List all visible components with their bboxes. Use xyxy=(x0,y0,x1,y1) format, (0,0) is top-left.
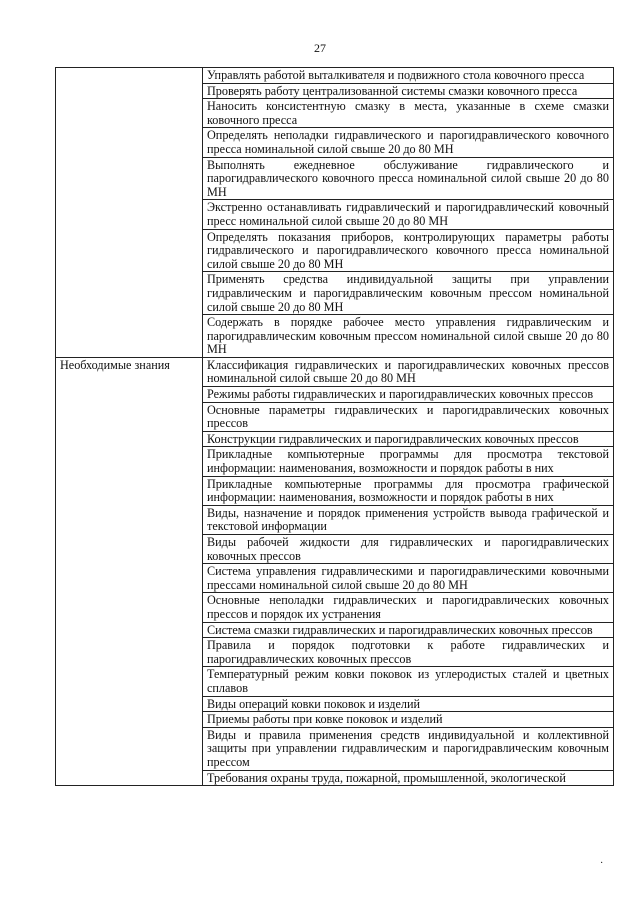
table-cell-item: Конструкции гидравлических и парогидравлических ковочных прессов xyxy=(203,431,614,447)
table-cell-item: Выполнять ежедневное обслуживание гидравлического и парогидравлического ковочного пресса номинальной силой свыше 20 до 80 МН xyxy=(203,157,614,200)
table-cell-item: Система управления гидравлическими и парогидравлическими ковочными прессами номинальной силой свыше 20 до 80 МН xyxy=(203,564,614,593)
table-row xyxy=(56,357,614,386)
scan-mark: · xyxy=(600,858,604,869)
table-cell-item: Виды и правила применения средств индивидуальной и коллективной защиты при управлении гидравлическим и парогидравлическим ковочным прессом xyxy=(203,727,614,770)
table-cell-item: Прикладные компьютерные программы для просмотра графической информации: наименования, возможности и порядок работы в них xyxy=(203,476,614,505)
table-cell-item: Классификация гидравлических и парогидравлических ковочных прессов номинальной силой свыше 20 до 80 МН xyxy=(203,357,614,386)
table-cell-item: Определять показания приборов, контролирующих параметры работы гидравлического и парогидравлического ковочного пресса номинальной силой свыше 20 до 80 МН xyxy=(203,229,614,272)
table-cell-item: Требования охраны труда, пожарной, промышленной, экологической xyxy=(203,770,614,786)
section-label-knowledge: Необходимые знания xyxy=(56,357,203,785)
table-cell-item: Содержать в порядке рабочее место управления гидравлическим и парогидравлическим ковочным прессом номинальной силой свыше 20 до 80 МН xyxy=(203,315,614,358)
table-cell-item: Правила и порядок подготовки к работе гидравлических и парогидравлических ковочных прессов xyxy=(203,638,614,667)
table-cell-item: Температурный режим ковки поковок из углеродистых сталей и цветных сплавов xyxy=(203,667,614,696)
table-cell-item: Основные параметры гидравлических и парогидравлических ковочных прессов xyxy=(203,402,614,431)
table-cell-item: Определять неполадки гидравлического и парогидравлического ковочного пресса номинальной силой свыше 20 до 80 МН xyxy=(203,128,614,157)
table-cell-item: Наносить консистентную смазку в места, указанные в схеме смазки ковочного пресса xyxy=(203,99,614,128)
table-row xyxy=(56,68,614,84)
table-cell-item: Проверять работу централизованной системы смазки ковочного пресса xyxy=(203,83,614,99)
table-cell-item: Режимы работы гидравлических и парогидравлических ковочных прессов xyxy=(203,387,614,403)
table-cell-item: Экстренно останавливать гидравлический и парогидравлический ковочный пресс номинальной силой свыше 20 до 80 МН xyxy=(203,200,614,229)
requirements-table xyxy=(55,67,614,786)
table-cell-item: Виды рабочей жидкости для гидравлических и парогидравлических ковочных прессов xyxy=(203,535,614,564)
table-cell-item: Виды операций ковки поковок и изделий xyxy=(203,696,614,712)
table-cell-item: Управлять работой выталкивателя и подвижного стола ковочного пресса xyxy=(203,68,614,84)
table-cell-item: Прикладные компьютерные программы для просмотра текстовой информации: наименования, возможности и порядок работы в них xyxy=(203,447,614,476)
page-number: 27 xyxy=(314,41,326,55)
table-cell-item: Основные неполадки гидравлических и парогидравлических ковочных прессов и порядок их устранения xyxy=(203,593,614,622)
table-cell-item: Приемы работы при ковке поковок и изделий xyxy=(203,712,614,728)
section-label-skills xyxy=(56,68,203,358)
table-cell-item: Применять средства индивидуальной защиты при управлении гидравлическим и парогидравлическим ковочным прессом номинальной силой свыше 20 до 80 МН xyxy=(203,272,614,315)
table-cell-item: Система смазки гидравлических и парогидравлических ковочных прессов xyxy=(203,622,614,638)
table-cell-item: Виды, назначение и порядок применения устройств вывода графической и текстовой информации xyxy=(203,505,614,534)
